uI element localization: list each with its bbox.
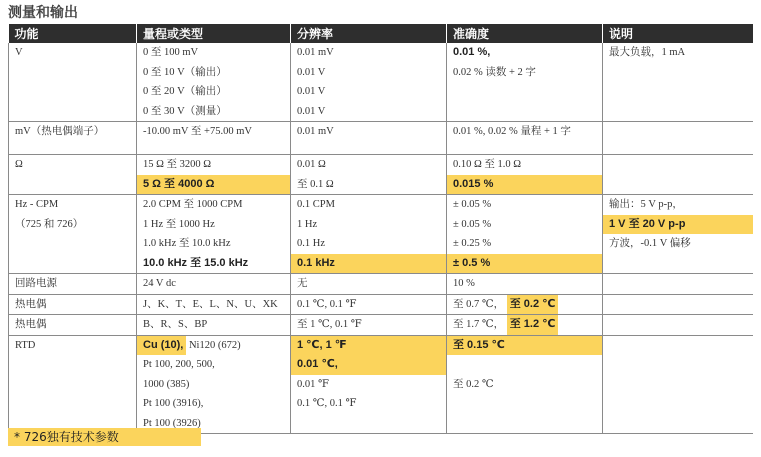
header-note: 说明	[603, 24, 753, 43]
note-cell	[603, 274, 753, 294]
table-row-thermocouple-1	[9, 294, 753, 315]
table-row-thermocouple-2	[9, 315, 753, 336]
range-cell-highlighted: 5 Ω 至 4000 Ω	[137, 175, 290, 195]
accuracy-cell: 0.01 %,	[453, 46, 491, 58]
accuracy-cell-highlighted: ± 0.5 %	[447, 254, 602, 274]
table-row-resistance	[9, 155, 753, 195]
table-row-voltage	[9, 43, 753, 122]
function-cell: RTD	[15, 339, 36, 351]
function-cell: Ω	[15, 159, 23, 170]
note-cell-highlighted: 1 V 至 20 V p-p	[603, 215, 753, 235]
header-accuracy: 准确度	[447, 24, 603, 43]
accuracy-cell: 至 0.2 ℃	[453, 378, 494, 390]
function-cell: mV（热电偶端子）	[15, 126, 105, 137]
range-cell: 10.0 kHz 至 15.0 kHz	[143, 256, 249, 269]
resolution-cell	[291, 414, 446, 434]
range-cell: Pt 100, 200, 500,	[143, 359, 215, 370]
function-cell: （725 和 726）	[15, 218, 84, 230]
range-cell: 1.0 kHz 至 10.0 kHz	[143, 238, 231, 249]
note-cell: 输出：5 V p-p，	[609, 199, 683, 210]
accuracy-cell: ± 0.05 %	[453, 199, 492, 210]
accuracy-cell: 10 %	[453, 278, 475, 289]
note-cell: 最大负载，1 mA	[609, 47, 686, 58]
resolution-cell: 0.1 ℃, 0.1 ℉	[297, 298, 357, 310]
resolution-cell: 0.01 Ω	[297, 159, 326, 170]
resolution-cell: 至 0.1 Ω	[297, 178, 334, 190]
section-title: 测量和输出	[8, 5, 78, 21]
resolution-cell-highlighted: 0.01 ℃,	[291, 355, 446, 375]
accuracy-cell	[447, 355, 602, 375]
range-cell: 2.0 CPM 至 1000 CPM	[143, 199, 243, 210]
range-cell: 0 至 30 V（测量）	[143, 105, 227, 117]
table-row-loop-power	[9, 274, 753, 295]
table-row-frequency	[9, 195, 753, 274]
footnote: * 726独有技术参数	[8, 428, 201, 446]
function-cell: Hz - CPM	[15, 199, 59, 210]
range-cell-highlighted: Cu (10),	[137, 336, 186, 356]
range-cell: 0 至 10 V（输出）	[143, 66, 227, 78]
note-cell	[603, 315, 753, 335]
table-row-millivolt	[9, 122, 753, 155]
range-cell: 0 至 20 V（输出）	[143, 86, 227, 97]
function-cell: 热电偶	[15, 319, 47, 330]
resolution-cell: 0.1 ℃, 0.1 ℉	[297, 398, 357, 409]
note-cell: 方波，-0.1 V 偏移	[609, 238, 691, 249]
resolution-cell: 0.1 CPM	[297, 199, 335, 210]
range-cell: Ni120 (672)	[188, 339, 241, 351]
accuracy-cell: ± 0.05 %	[453, 218, 492, 230]
resolution-cell: 0.01 V	[297, 86, 326, 97]
function-cell: 回路电源	[15, 278, 57, 289]
accuracy-cell: 0.02 % 读数 + 2 字	[453, 66, 536, 78]
accuracy-cell: 至 0.7 ℃，	[453, 298, 505, 310]
accuracy-cell: 至 1.7 ℃，	[453, 319, 505, 330]
accuracy-cell: 0.01 %, 0.02 % 量程 + 1 字	[453, 126, 571, 137]
accuracy-cell: ± 0.25 %	[453, 238, 492, 249]
resolution-cell: 无	[297, 278, 308, 289]
table-row-rtd	[9, 335, 753, 434]
range-cell: -10.00 mV 至 +75.00 mV	[143, 126, 252, 137]
range-cell: J、K、T、E、L、N、U、XK	[143, 298, 278, 310]
note-cell	[603, 336, 753, 356]
range-cell: Pt 100 (3916),	[143, 398, 204, 409]
accuracy-cell-highlighted: 至 0.15 ℃	[447, 336, 602, 356]
note-cell	[603, 155, 753, 175]
resolution-cell: 0.01 mV	[297, 47, 334, 58]
range-cell: 24 V dc	[143, 278, 176, 289]
accuracy-cell: 0.10 Ω 至 1.0 Ω	[453, 159, 522, 170]
range-cell: 1 Hz 至 1000 Hz	[143, 218, 215, 230]
resolution-cell: 0.01 mV	[297, 126, 334, 137]
range-cell: 1000 (385)	[143, 378, 190, 390]
note-cell	[603, 295, 753, 315]
accuracy-cell-highlighted: 至 1.2 ℃	[507, 315, 559, 335]
note-cell	[603, 122, 753, 142]
function-cell: 热电偶	[15, 298, 47, 310]
resolution-cell: 至 1 ℃, 0.1 ℉	[297, 319, 362, 330]
header-resolution: 分辨率	[291, 24, 447, 43]
range-cell: B、R、S、BP	[143, 319, 208, 330]
resolution-cell: 0.01 V	[297, 105, 326, 117]
accuracy-cell-highlighted: 至 0.2 ℃	[507, 295, 559, 315]
resolution-cell: 0.01 ℉	[297, 378, 329, 390]
range-cell: 15 Ω 至 3200 Ω	[143, 159, 212, 170]
resolution-cell-highlighted: 0.1 kHz	[291, 254, 446, 274]
range-cell: 0 至 100 mV	[143, 47, 199, 58]
spec-table	[8, 24, 753, 434]
table-header-row	[9, 24, 753, 43]
resolution-cell: 1 Hz	[297, 218, 318, 230]
resolution-cell: 0.1 Hz	[297, 238, 325, 249]
header-range: 量程或类型	[137, 24, 291, 43]
range-cell: Pt 100 (3926)	[143, 417, 201, 429]
accuracy-cell-highlighted: 0.015 %	[447, 175, 602, 195]
header-function: 功能	[9, 24, 137, 43]
resolution-cell-highlighted: 1 ℃, 1 ℉	[291, 336, 446, 356]
function-cell: V	[15, 47, 23, 58]
resolution-cell: 0.01 V	[297, 66, 326, 78]
